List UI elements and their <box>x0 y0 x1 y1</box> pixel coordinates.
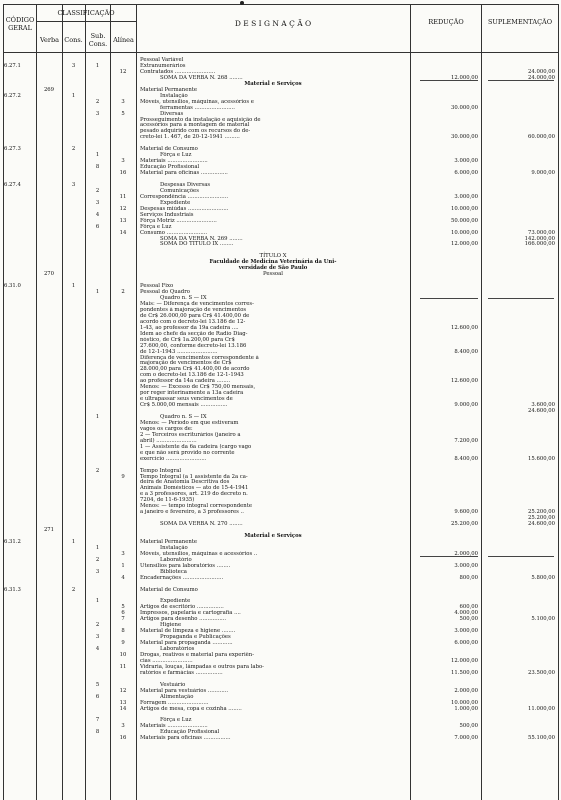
rule <box>136 4 137 800</box>
designacao-text: Animais Domésticos — ato de 15-4-1941 <box>140 485 249 492</box>
designacao-text: Artigos de mesa, copa e cozinha ........ <box>140 705 242 712</box>
designacao-text: Móveis, utensílios, máquinas, acessórios e <box>140 98 254 105</box>
cell-sub: 1 <box>95 414 100 420</box>
designacao-text: Serviços Industriais <box>140 211 194 218</box>
designacao-text: creto-lei 1. 467, de 20-12-1941 ......... <box>140 134 240 141</box>
designacao-text: Comunicações <box>160 187 199 194</box>
designacao-text: SOMA DO TÍTULO IX ........ <box>160 241 234 248</box>
designacao-text: Contratados ........................ <box>140 68 216 75</box>
cell-alinea: 16 <box>119 170 127 177</box>
cell-alinea: 14 <box>119 705 127 712</box>
cell-codigo: 6.27.3 <box>4 146 21 153</box>
designacao-text: Expediente <box>160 598 191 605</box>
rule <box>62 4 63 800</box>
cell-sub: 1 <box>95 544 100 551</box>
cell-reducao: 3.000,00 <box>454 193 478 200</box>
designacao-text: por reger interinamente a 13a cadeira <box>140 390 244 397</box>
rule <box>558 4 559 800</box>
designacao-text: com o decreto-lei 13.186 de 12-1-1943 <box>140 372 244 379</box>
cell-sup: 60.000,00 <box>528 134 555 141</box>
cell-alinea: 13 <box>119 217 127 224</box>
cell-sub: 3 <box>95 568 100 575</box>
cell-sub: 2 <box>95 467 100 474</box>
cell-alinea: 12 <box>119 205 127 212</box>
cell-codigo: 6.27.2 <box>4 92 21 99</box>
cell-alinea: 2 <box>121 289 125 296</box>
designacao-text: Móveis, utensílios, máquinas e acessórios .. <box>140 550 258 557</box>
cell-alinea: 9 <box>121 473 125 480</box>
rule <box>110 4 111 800</box>
cell-sub: 2 <box>95 556 100 563</box>
designacao-text: Menos: — Período em que estiveram <box>140 419 239 426</box>
cell-alinea: 10 <box>119 652 127 658</box>
cell-sup: 15.600,00 <box>528 455 555 462</box>
cell-reducao: 6.000,00 <box>454 640 478 647</box>
cell-alinea: 12 <box>119 687 127 694</box>
designacao-text: Cr$ 5.000,00 mensais ................ <box>140 402 228 409</box>
designacao-text: Fôrça e Luz <box>140 223 172 230</box>
cell-cons: 2 <box>71 586 76 593</box>
designacao-text: TÍTULO X <box>259 253 287 260</box>
designacao-text: Quadro n. S — IX <box>160 414 207 420</box>
cell-reducao: 9.600,00 <box>454 509 478 516</box>
designacao-text: pesado adquirido com os recursos do de- <box>140 128 251 135</box>
rule <box>85 4 86 800</box>
cell-reducao: 12.600,00 <box>451 324 478 331</box>
designacao-text: Extranumerários <box>140 62 186 69</box>
cell-sub: 4 <box>95 211 100 218</box>
total-rule <box>488 556 554 557</box>
cell-sub: 1 <box>95 598 100 605</box>
designacao-text: Material para propaganda ............ <box>140 640 233 647</box>
cell-codigo: 6.27.4 <box>4 181 21 188</box>
total-rule <box>488 80 554 81</box>
designacao-text: Artigos para desenho ................ <box>140 616 227 623</box>
designacao-text: pondentes à majoração de vencimentos <box>140 306 247 313</box>
cell-reducao: 500,00 <box>459 723 478 730</box>
cell-sup: 142.000,00 <box>524 235 555 242</box>
designacao-text: ferramentas ........................ <box>160 104 235 111</box>
cell-alinea: 4 <box>121 574 125 581</box>
designacao-text: Higiene <box>160 622 182 629</box>
designacao-text: Material para vestuários ............ <box>140 687 229 694</box>
cell-sub: 6 <box>95 223 100 230</box>
cell-sub: 3 <box>95 634 100 641</box>
cell-alinea: 11 <box>119 663 127 670</box>
designacao-text: Utensílios para laboratórios ........ <box>140 562 231 569</box>
designacao-text: Pessoal <box>263 271 283 278</box>
header-reducao: REDUÇÃO <box>428 18 464 26</box>
designacao-text: acordo com o decreto-lei 13.186 de 12- <box>140 318 246 325</box>
cell-sup: 24.000,00 <box>528 68 555 75</box>
cell-reducao: 3.000,00 <box>454 562 478 569</box>
cell-sup: 24.600,00 <box>528 408 555 415</box>
cell-verba: 271 <box>43 527 55 534</box>
designacao-text: SOMA DA VERBA N. 269 ........ <box>160 235 243 242</box>
cell-reducao: 1.000,00 <box>454 705 478 712</box>
header-suplementacao: SUPLEMENTAÇÃO <box>487 18 553 26</box>
cell-reducao: 8.400,00 <box>454 348 478 355</box>
cell-sub: 3 <box>95 110 100 117</box>
cell-sup: 9.000,00 <box>531 170 555 177</box>
cell-sup: 73.000,00 <box>528 229 555 236</box>
cell-sub: 1 <box>95 152 100 159</box>
designacao-text: 1 — Assistente da 6a cadeira (cargo vago <box>140 443 252 450</box>
header-verba: Verba <box>39 36 60 44</box>
cell-sup: 55.100,00 <box>528 735 555 742</box>
cell-alinea: 11 <box>119 193 127 200</box>
header-designacao: D E S I G N A Ç Ã O <box>234 19 312 28</box>
designacao-text: Pessoal do Quadro <box>140 289 190 296</box>
cell-reducao: 7.000,00 <box>454 735 478 742</box>
cell-reducao: 12.000,00 <box>451 657 478 664</box>
cell-alinea: 6 <box>121 610 125 617</box>
cell-alinea: 16 <box>119 735 127 742</box>
cell-sup: 23.500,00 <box>528 669 555 676</box>
designacao-text: Despesas miúdas ........................ <box>140 205 229 212</box>
total-rule <box>488 298 554 299</box>
designacao-text: e ultrapassar seus vencimentos de <box>140 396 233 403</box>
designacao-text: Alimentação <box>160 693 194 700</box>
cell-alinea: 13 <box>119 699 127 706</box>
header-alinea: Alínea <box>113 36 134 44</box>
cell-sub: 2 <box>95 98 100 105</box>
designacao-text: Encadernações ........................ <box>140 574 224 581</box>
cell-reducao: 2.000,00 <box>454 687 478 694</box>
cell-reducao: 6.000,00 <box>454 170 478 177</box>
cell-sub: 1 <box>95 289 100 296</box>
designacao-text: Menos: — tempo integral correspondente <box>140 503 252 510</box>
designacao-text: exercício ........................ <box>140 455 207 462</box>
designacao-text: Material Permanente <box>140 86 198 93</box>
designacao-text: 2 — Terceiros escriturários (janeiro a <box>140 431 241 438</box>
header-cons: Cons. <box>64 36 83 44</box>
designacao-text: nóstico, de Cr$ 1a.200,00 para Cr$ <box>140 336 235 343</box>
designacao-text: Tempo Integral (a 1 assistente da 2a ca- <box>140 473 248 480</box>
cell-sup: 5.100,00 <box>531 616 555 623</box>
cell-sup: 3.600,00 <box>531 402 555 409</box>
designacao-text: cias ........................ <box>140 657 193 664</box>
cell-cons: 3 <box>71 181 76 188</box>
total-rule <box>420 298 478 299</box>
designacao-text: Material e Serviços <box>244 533 302 539</box>
cell-alinea: 1 <box>121 562 125 569</box>
designacao-text: Propaganda e Publicações <box>160 634 231 641</box>
designacao-text: Instalação <box>160 92 188 99</box>
designacao-text: Material de Consumo <box>140 586 198 593</box>
cell-reducao: 9.000,00 <box>454 402 478 409</box>
rule <box>3 52 558 53</box>
designacao-text: 28.000,00 para Cr$ 41.400,00 de acordo <box>140 366 250 373</box>
cell-verba: 269 <box>43 86 55 93</box>
cell-sup: 166.000,00 <box>524 241 555 248</box>
cell-alinea: 3 <box>121 98 125 105</box>
designacao-text: ratórios e farmácias ................ <box>140 669 223 676</box>
cell-reducao: 30.000,00 <box>451 134 478 141</box>
designacao-text: Tempo Integral <box>140 467 182 474</box>
rule <box>3 4 4 800</box>
cell-reducao: 500,00 <box>459 616 478 623</box>
cell-reducao: 600,00 <box>459 604 478 611</box>
cell-sup: 24.600,00 <box>528 521 555 528</box>
designacao-text: Laboratórios <box>160 646 195 653</box>
bullet <box>240 1 244 5</box>
cell-codigo: 6.31.2 <box>4 538 21 545</box>
designacao-text: a janeiro e fevereiro, a 3 professores .. <box>140 509 244 516</box>
cell-cons: 1 <box>71 538 76 545</box>
designacao-text: 1-43, ao professor da 19a cadeira .... <box>140 324 239 331</box>
designacao-text: Material para oficinas ................ <box>140 170 228 177</box>
cell-cons: 2 <box>71 146 76 153</box>
designacao-text: acessórios para a montagem de material <box>140 122 250 129</box>
designacao-text: Idem ao chefe da secção de Radio Diag- <box>140 330 248 337</box>
cell-reducao: 2.000,00 <box>454 550 478 557</box>
designacao-text: e a 3 professores, art. 219 do decreto n. <box>140 491 248 498</box>
designacao-text: Correspondência ........................ <box>140 193 228 200</box>
cell-reducao: 3.000,00 <box>454 628 478 635</box>
designacao-text: Vidraria, louças, lâmpadas e outros para labo- <box>140 663 264 670</box>
designacao-text: Impressos, papelaria e cartografia .... <box>140 610 241 617</box>
designacao-text: Quadro n. S — IX <box>160 295 207 301</box>
designacao-text: Faculdade de Medicina Veterinária da Uni- <box>209 259 337 266</box>
cell-alinea: 3 <box>121 550 125 557</box>
cell-sub: 3 <box>95 199 100 206</box>
designacao-text: e que não será provido no corrente <box>140 449 235 456</box>
designacao-text: SOMA DA VERBA N. 270 ........ <box>160 521 243 528</box>
cell-alinea: 8 <box>121 628 125 635</box>
cell-cons: 1 <box>71 92 76 99</box>
designacao-text: Materiais ........................ <box>140 158 208 165</box>
cell-sub: 8 <box>95 164 100 171</box>
designacao-text: deira de Anatomia Descritiva dos <box>140 479 230 486</box>
cell-codigo: 6.31.3 <box>4 586 21 593</box>
designacao-text: de Cr$ 26.000,00 para Cr$ 41.400,00 de <box>140 312 250 319</box>
designacao-text: SOMA DA VERBA N. 268 ........ <box>160 74 243 81</box>
cell-sup: 25.200,00 <box>528 515 555 522</box>
header-codigo-geral: CÓDIGO GERAL <box>5 16 35 32</box>
cell-cons: 1 <box>71 283 76 290</box>
cell-alinea: 9 <box>121 640 125 647</box>
designacao-text: Laboratório <box>160 556 192 563</box>
designacao-text: ao professor da 14a cadeira ........ <box>140 378 231 385</box>
designacao-text: Material Permanente <box>140 538 198 545</box>
cell-reducao: 11.500,00 <box>451 669 478 676</box>
rule <box>3 4 558 5</box>
cell-alinea: 12 <box>119 68 127 75</box>
cell-sup: 25.200,00 <box>528 509 555 516</box>
designacao-text: abril) ........................ <box>140 437 197 444</box>
designacao-text: Forragem ........................ <box>140 699 209 706</box>
designacao-text: Vestuário <box>160 681 186 688</box>
cell-reducao: 30.000,00 <box>451 104 478 111</box>
designacao-text: Menos: — Excesso de Cr$ 750,00 mensais, <box>140 384 256 391</box>
cell-sup: 5.800,00 <box>531 574 555 581</box>
header-classificacao: CLASSIFICAÇÃO <box>57 9 115 17</box>
cell-reducao: 50.000,00 <box>451 217 478 224</box>
cell-cons: 3 <box>71 62 76 69</box>
designacao-text: vagos os cargos de: <box>140 425 193 432</box>
total-rule <box>420 556 478 557</box>
cell-sub: 1 <box>95 62 100 69</box>
cell-reducao: 7.200,00 <box>454 437 478 444</box>
cell-sub: 4 <box>95 646 100 653</box>
designacao-text: Diferença de vencimentos correspondente à <box>140 354 259 361</box>
designacao-text: Material e Serviços <box>244 80 302 87</box>
designacao-text: Despesas Diversas <box>160 181 211 188</box>
designacao-text: Fôrça e Luz <box>160 717 192 724</box>
total-rule <box>420 80 478 81</box>
cell-codigo: 6.27.1 <box>4 62 21 69</box>
designacao-text: Drogas, reativos e material para experiên- <box>140 652 254 658</box>
designacao-text: Pessoal Fixo <box>140 283 174 290</box>
designacao-text: 7204, de 11-6-1935) <box>140 497 195 504</box>
cell-alinea: 5 <box>121 110 125 117</box>
designacao-text: Materiais ........................ <box>140 723 208 730</box>
rule <box>36 4 37 800</box>
cell-reducao: 3.000,00 <box>454 158 478 165</box>
cell-codigo: 6.31.0 <box>4 283 21 290</box>
designacao-text: Materiais para oficinas ................ <box>140 735 231 742</box>
designacao-text: Educação Profissional <box>140 164 200 171</box>
cell-sub: 8 <box>95 729 100 736</box>
cell-reducao: 10.000,00 <box>451 205 478 212</box>
designacao-text: Expediente <box>160 199 191 206</box>
designacao-text: Prosseguimento da instalação e aquisição de <box>140 116 261 123</box>
designacao-text: majoração de vencimentos de Cr$ <box>140 360 232 367</box>
designacao-text: Instalação <box>160 544 188 551</box>
designacao-text: Fôrça Motriz ........................ <box>140 217 217 224</box>
designacao-text: Biblioteca <box>160 568 187 575</box>
designacao-text: Consumo ........................ <box>140 229 208 236</box>
designacao-text: versidade de São Paulo <box>238 265 308 272</box>
cell-sub: 2 <box>95 187 100 194</box>
cell-verba: 270 <box>43 271 55 278</box>
cell-alinea: 3 <box>121 158 125 165</box>
cell-sub: 2 <box>95 622 100 629</box>
designacao-text: Pessoal Variável <box>140 57 184 63</box>
designacao-text: Mais: — Diferença de vencimentos corres- <box>140 300 254 307</box>
designacao-text: Material de limpeza e higiene ........ <box>140 628 236 635</box>
cell-sub: 6 <box>95 693 100 700</box>
cell-sub: 5 <box>95 681 100 688</box>
designacao-text: Educação Profissional <box>160 729 220 736</box>
cell-sup: 24.000,00 <box>528 74 555 81</box>
cell-alinea: 7 <box>121 616 125 623</box>
cell-sub: 7 <box>95 717 100 724</box>
designacao-text: Fôrça e Luz <box>160 152 192 159</box>
cell-sup: 11.000,00 <box>528 705 555 712</box>
header-sub-cons: Sub. Cons. <box>88 32 108 48</box>
cell-reducao: 25.200,00 <box>451 521 478 528</box>
cell-reducao: 12.000,00 <box>451 74 478 81</box>
cell-reducao: 4.000,00 <box>454 610 478 617</box>
designacao-text: Artigos de escritório ................ <box>140 604 224 611</box>
designacao-text: Material de Consumo <box>140 146 198 153</box>
cell-alinea: 5 <box>121 604 125 611</box>
cell-reducao: 10.000,00 <box>451 699 478 706</box>
cell-reducao: 12.000,00 <box>451 241 478 248</box>
cell-reducao: 800,00 <box>459 574 478 581</box>
cell-alinea: 3 <box>121 723 125 730</box>
designacao-text: 27.600,00, conforme decreto-lei 13.186 <box>140 342 247 349</box>
cell-reducao: 12.600,00 <box>451 378 478 385</box>
designacao-text: de 12-1-1943 ........................ <box>140 348 218 355</box>
cell-alinea: 14 <box>119 229 127 236</box>
cell-reducao: 10.000,00 <box>451 229 478 236</box>
designacao-text: Diversas <box>160 110 184 117</box>
cell-reducao: 8.400,00 <box>454 455 478 462</box>
rule <box>36 21 136 22</box>
